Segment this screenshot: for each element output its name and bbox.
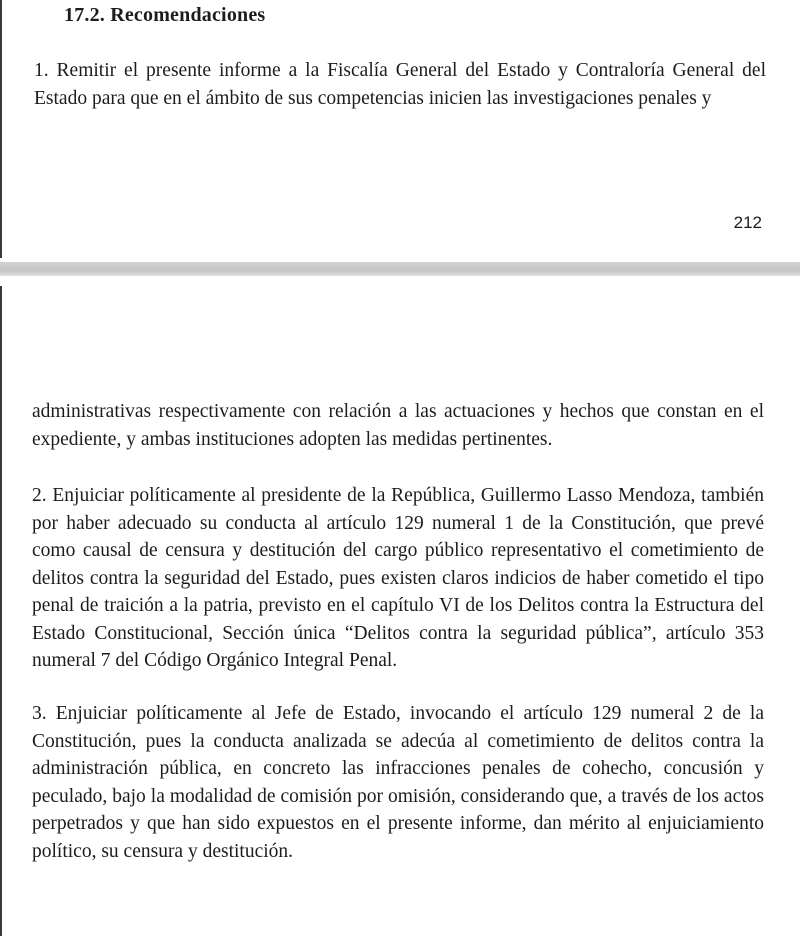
recommendation-1-start: 1. Remitir el presente informe a la Fiscalía General del Estado y Contraloría General del Estado para que en el ámbito de sus competencias inicien las investigaciones penales y — [34, 60, 766, 109]
document-page-top — [0, 0, 800, 258]
recommendation-1-end: administrativas respectivamente con relación a las actuaciones y hechos que constan en el expediente, y ambas instituciones adopten las medidas pertinentes. — [32, 401, 764, 450]
recommendation-2: 2. Enjuiciar políticamente al presidente de la República, Guillermo Lasso Mendoza, también por haber adecuado su conducta al artículo 129 numeral 1 de la Constitución, que prevé como causal de censura y destitución del cargo público representativo el cometimiento de delitos contra la seguridad del Estado, pues existen claros indicios de haber cometido el tipo penal de traición a la patria, previsto en el capítulo VI de los Delitos contra la Estructura del Estado Constitucional, Sección única “Delitos contra la seguridad pública”, artículo 353 numeral 7 del Código Orgánico Integral Penal. — [32, 485, 764, 671]
page-break-bar — [0, 262, 800, 276]
section-heading: 17.2. Recomendaciones — [64, 4, 266, 26]
recommendation-3: 3. Enjuiciar políticamente al Jefe de Estado, invocando el artículo 129 numeral 2 de la Constitución, pues la conducta analizada se adecúa al cometimiento de delitos contra la administración pública, en concreto las infracciones penales de cohecho, concusión y peculado, bajo la modalidad de comisión por omisión, considerando que, a través de los actos perpetrados y que han sido expuestos en el presente informe, dan mérito al enjuiciamiento político, su censura y destitución. — [32, 703, 764, 862]
page-break-separator — [0, 258, 800, 286]
page-number: 212 — [733, 213, 762, 232]
